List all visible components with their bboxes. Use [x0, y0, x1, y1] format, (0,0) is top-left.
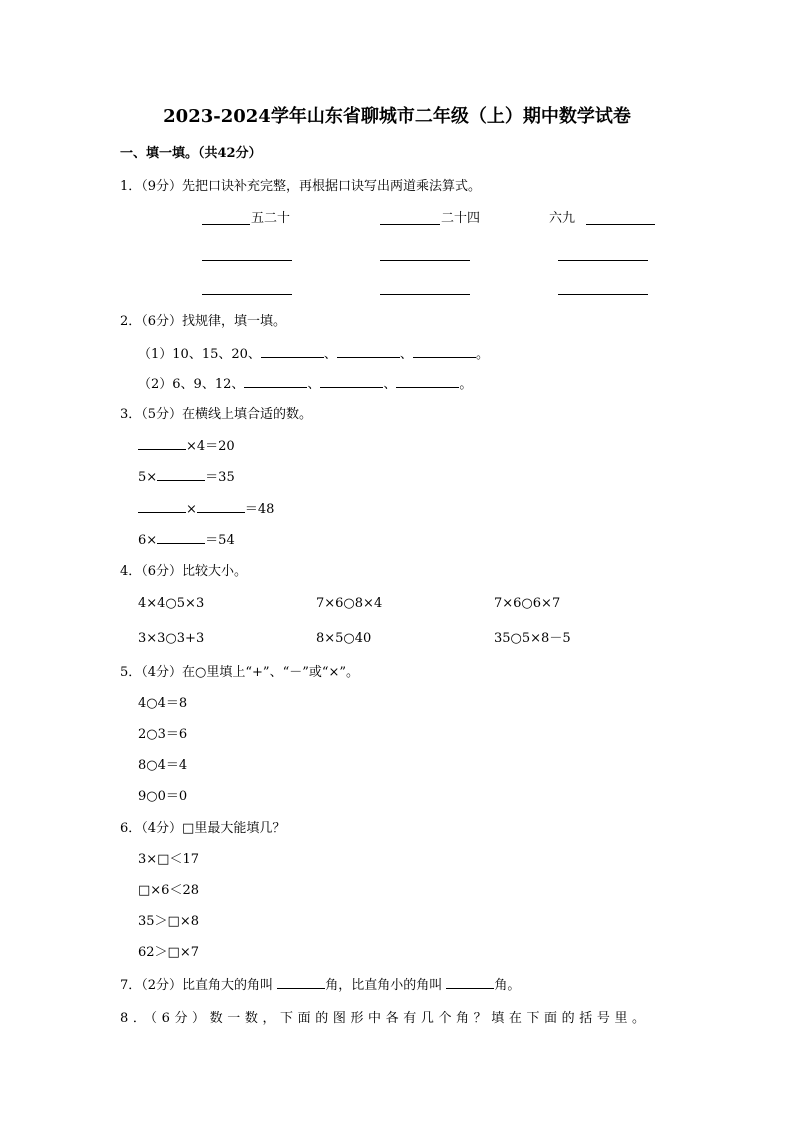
answer-blank[interactable]	[396, 376, 459, 388]
question-6: 6．（4分）□里最大能填几？	[120, 821, 286, 836]
answer-blank[interactable]	[202, 224, 250, 225]
answer-blank[interactable]	[380, 224, 440, 225]
question-4: 4．（6分）比较大小。	[120, 564, 248, 579]
equation	[138, 438, 235, 455]
question-2: 2．（6分）找规律，填一填。	[120, 314, 287, 329]
line-end: 。	[459, 377, 473, 392]
page-title: 2023-2024学年山东省聊城市二年级（上）期中数学试卷	[163, 106, 631, 127]
operator-item: 4○4＝8	[138, 696, 188, 711]
question-text: 角。	[494, 978, 521, 993]
operator-item: 9○0＝0	[138, 789, 188, 804]
answer-blank[interactable]	[446, 977, 494, 989]
comparison-item: 35○5×8－5	[494, 631, 571, 646]
question-1: 1．（9分）先把口诀补充完整，再根据口诀写出两道乘法算式。	[120, 179, 482, 194]
equation-text: ×	[186, 502, 197, 517]
sequence-prefix: （1）10、15、20、	[138, 347, 261, 362]
equation-text: ＝48	[244, 502, 275, 517]
question-3: 3．（5分）在横线上填合适的数。	[120, 407, 313, 422]
rhyme-text: 二十四	[441, 211, 481, 226]
comparison-item: 3×3○3+3	[138, 631, 205, 646]
section-heading: 一、填一填。（共42分）	[120, 146, 262, 161]
question-text: 7．（2分）比直角大的角叫	[120, 978, 278, 993]
equation	[138, 469, 235, 486]
answer-blank[interactable]	[558, 260, 648, 261]
equation-text: ×4＝20	[186, 439, 235, 454]
comparison-item: 4×4○5×3	[138, 596, 205, 611]
comparison-item: 7×6○6×7	[494, 596, 561, 611]
equation-text: ＝54	[205, 533, 235, 548]
answer-blank[interactable]	[138, 438, 186, 450]
answer-blank[interactable]	[337, 346, 400, 358]
answer-blank[interactable]	[197, 501, 245, 513]
operator-item: 8○4＝4	[138, 758, 188, 773]
separator: 、	[383, 377, 397, 392]
answer-blank[interactable]	[202, 294, 292, 295]
separator: 、	[399, 347, 413, 362]
answer-blank[interactable]	[380, 260, 470, 261]
comparison-item: 7×6○8×4	[316, 596, 383, 611]
rhyme-text: 五二十	[251, 211, 291, 226]
operator-item: 2○3＝6	[138, 727, 188, 742]
answer-blank[interactable]	[157, 469, 205, 481]
sequence-line	[138, 376, 472, 393]
equation-text: 5×	[138, 470, 158, 485]
answer-blank[interactable]	[586, 224, 655, 225]
separator: 、	[323, 347, 337, 362]
answer-blank[interactable]	[277, 977, 325, 989]
line-end: 。	[475, 347, 489, 362]
answer-blank[interactable]	[261, 346, 324, 358]
inequality-item: 3×□＜17	[138, 852, 199, 867]
answer-blank[interactable]	[138, 501, 186, 513]
separator: 、	[307, 377, 321, 392]
sequence-line	[138, 346, 489, 363]
rhyme-text: 六九	[549, 211, 576, 226]
question-5: 5．（4分）在○里填上“+”、“－”或“×”。	[120, 665, 360, 680]
equation-text: ＝35	[205, 470, 235, 485]
answer-blank[interactable]	[244, 376, 307, 388]
question-text: 角，比直角小的角叫	[325, 978, 447, 993]
answer-blank[interactable]	[157, 532, 205, 544]
answer-blank[interactable]	[413, 346, 476, 358]
answer-blank[interactable]	[320, 376, 383, 388]
inequality-item: □×6＜28	[138, 883, 199, 898]
sequence-prefix: （2）6、9、12、	[138, 377, 245, 392]
equation	[138, 532, 235, 549]
question-7	[120, 977, 520, 994]
answer-blank[interactable]	[202, 260, 292, 261]
comparison-item: 8×5○40	[316, 631, 372, 646]
inequality-item: 35＞□×8	[138, 914, 199, 929]
answer-blank[interactable]	[558, 294, 648, 295]
inequality-item: 62＞□×7	[138, 945, 199, 960]
equation	[138, 501, 274, 518]
answer-blank[interactable]	[380, 294, 470, 295]
question-8: 8．（6分）数一数，下面的图形中各有几个角？填在下面的括号里。	[120, 1011, 650, 1026]
equation-text: 6×	[138, 533, 158, 548]
